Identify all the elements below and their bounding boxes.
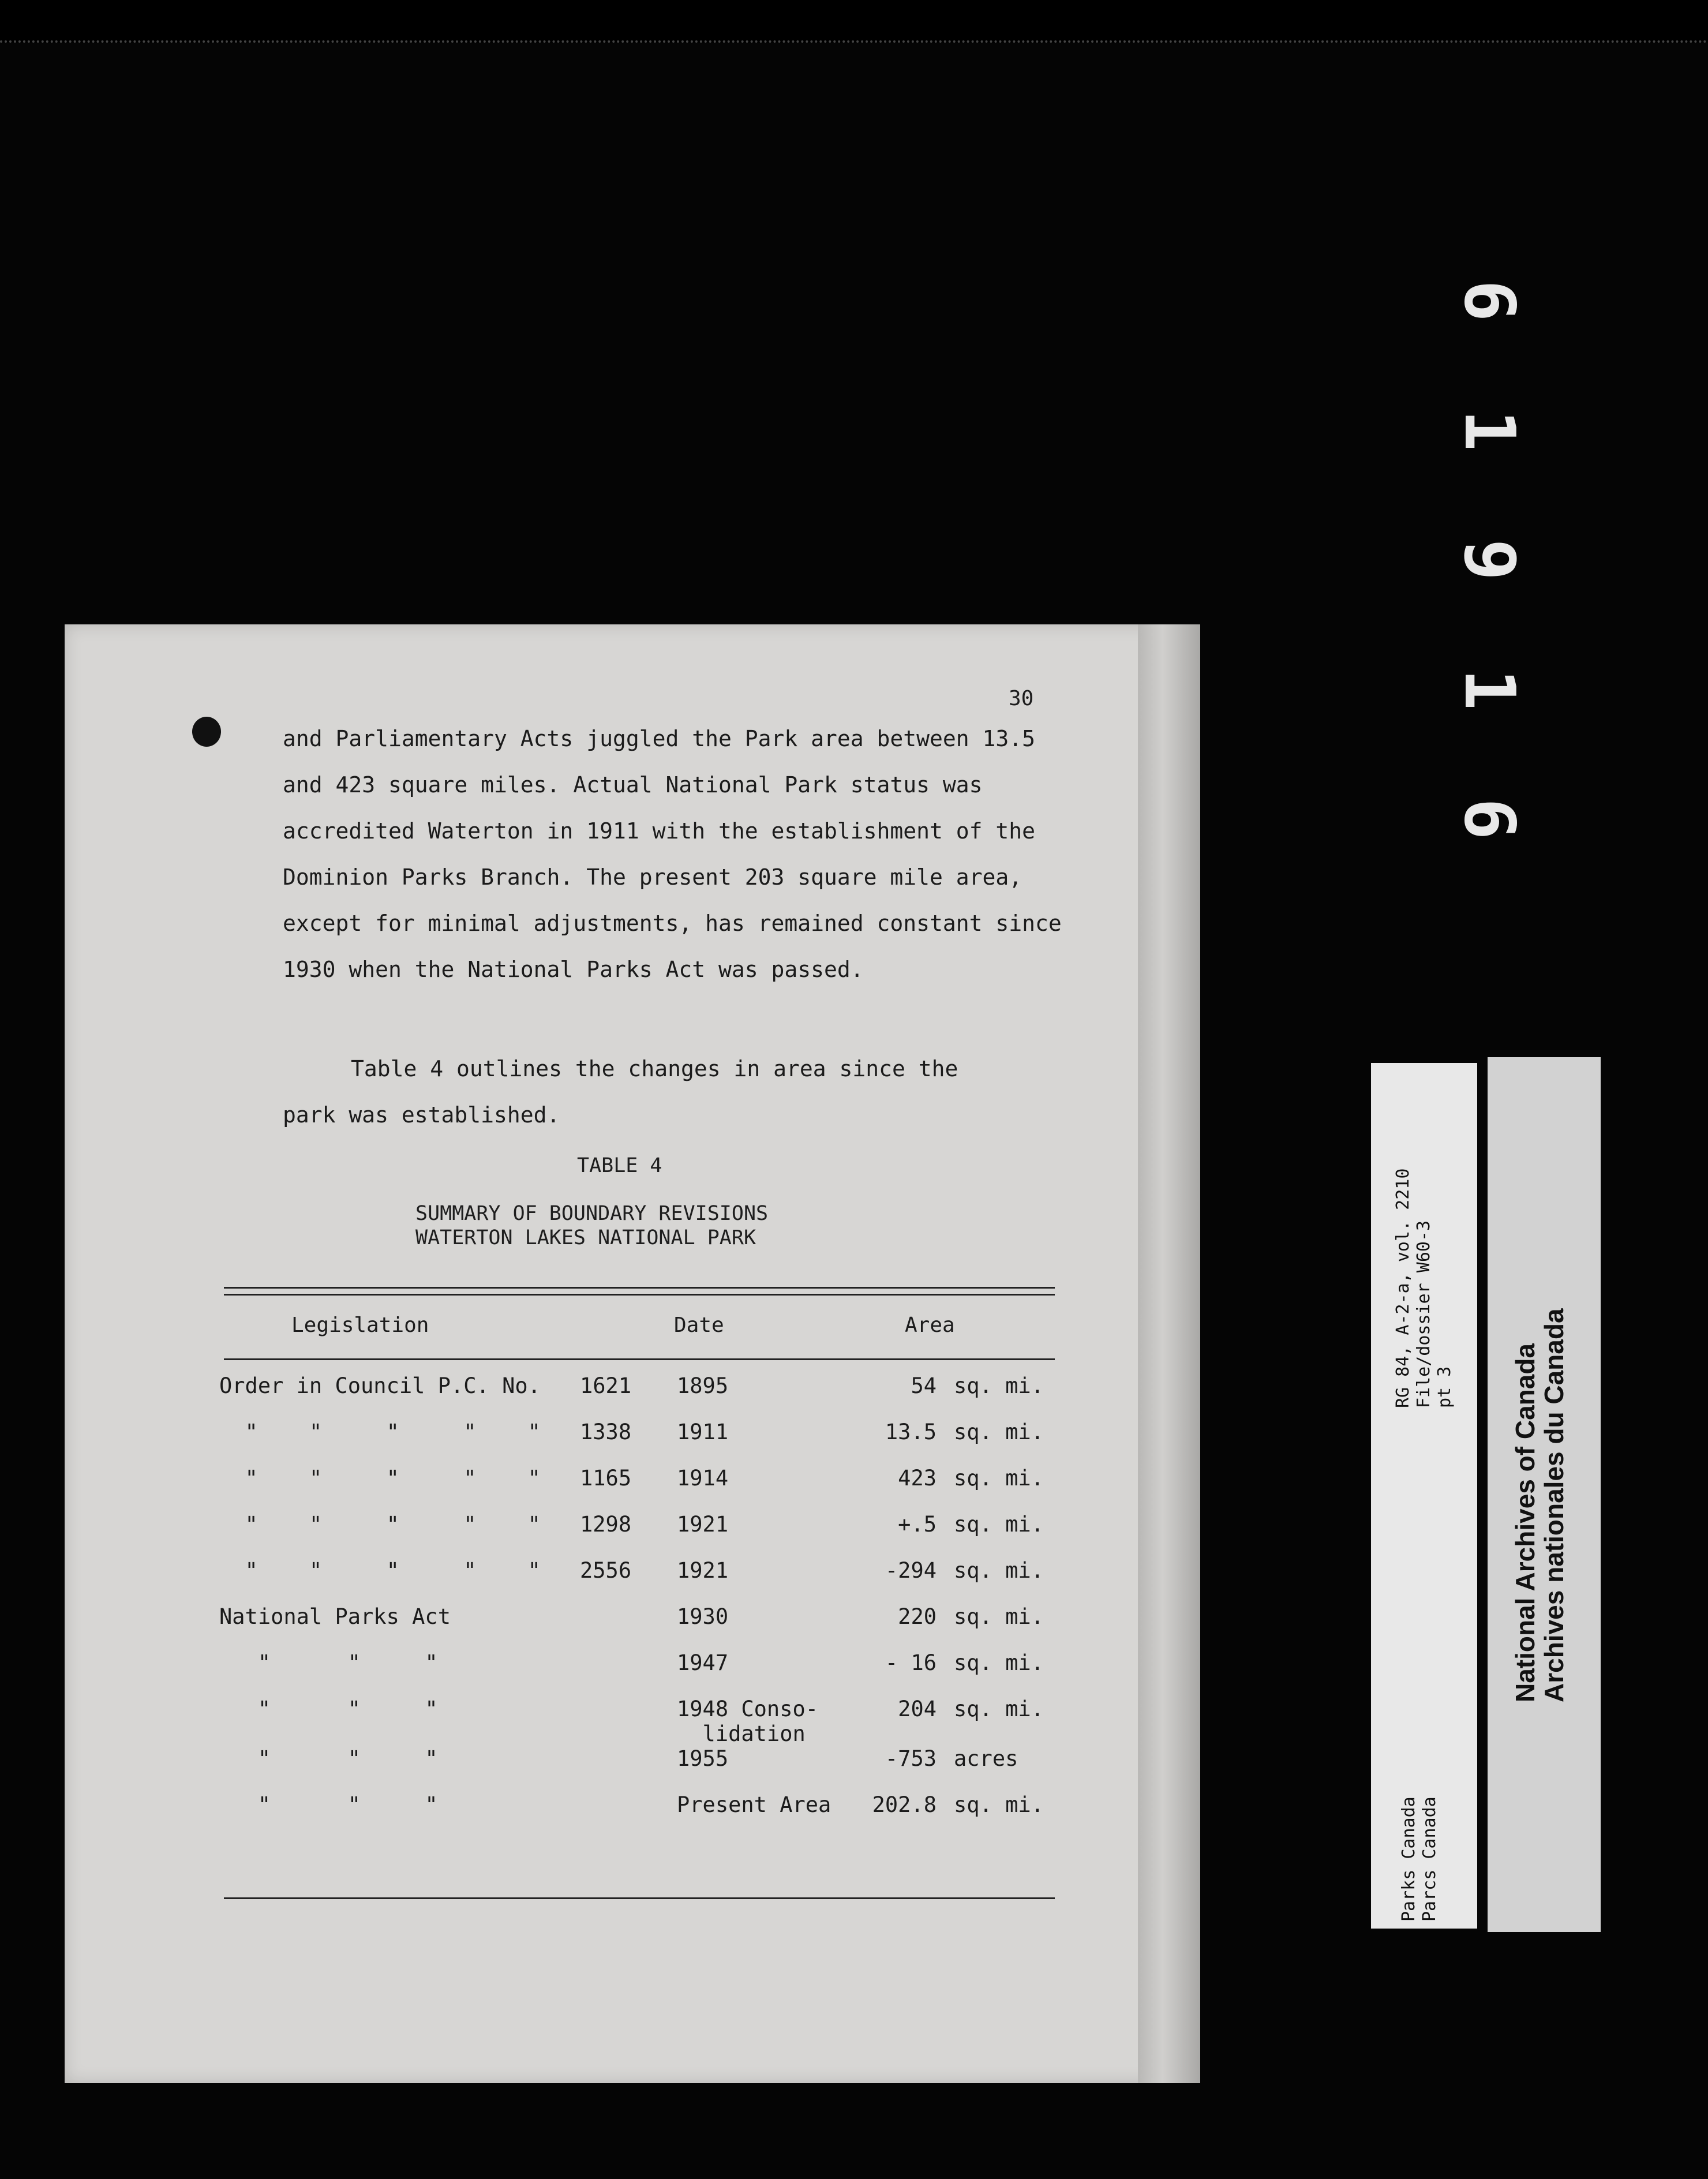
legislation-cell: " " " — [219, 1697, 438, 1721]
legislation-cell: " " " " " — [219, 1420, 541, 1444]
area-cell: 423 — [898, 1466, 937, 1491]
header-rule — [224, 1358, 1055, 1360]
table-row — [219, 1604, 1069, 1650]
order-number-cell — [580, 1792, 677, 1839]
header-date: Date — [674, 1313, 724, 1337]
area-cell: 13.5 — [885, 1420, 937, 1444]
date-cell: 1955 — [677, 1746, 729, 1771]
unit-cell: sq. mi. — [954, 1650, 1044, 1675]
legislation-cell: " " " — [219, 1650, 438, 1675]
table-row — [219, 1373, 1069, 1420]
order-number-cell: 1165 — [580, 1466, 632, 1491]
table-row — [219, 1558, 1069, 1604]
unit-cell: sq. mi. — [954, 1558, 1044, 1583]
order-number-cell: 1298 — [580, 1512, 632, 1537]
paragraph-2: Table 4 outlines the changes in area since the park was established. — [283, 1056, 958, 1128]
area-cell: -753 — [885, 1746, 937, 1771]
paragraph-1: and Parliamentary Acts juggled the Park area between 13.5 and 423 square miles. Actual National Park status was accredited Waterton in 1911 with the establishment of the Dominion Parks Branch. The present 203 square mile area, except for minimal adjustments, has remained constant since 1930 when the National Parks Act was passed. — [283, 726, 1062, 982]
area-cell: -294 — [885, 1558, 937, 1583]
table-title: TABLE 4 — [577, 1154, 662, 1177]
table-row — [219, 1466, 1069, 1512]
ink-blot — [192, 717, 221, 747]
header-area: Area — [905, 1313, 955, 1337]
order-number-cell — [580, 1650, 677, 1697]
reference-text: RG 84, A-2-a, vol. 2210 File/dossier W60-3 pt 3 — [1393, 1168, 1455, 1408]
unit-cell: acres — [954, 1746, 1018, 1771]
order-number-cell — [580, 1746, 677, 1792]
date-cell: 1895 — [677, 1373, 729, 1398]
national-archives-text: National Archives of Canada Archives nationales du Canada — [1510, 1308, 1569, 1702]
date-cell: 1921 — [677, 1512, 729, 1537]
header-legislation: Legislation — [291, 1313, 429, 1337]
legislation-cell: Order in Council P.C. No. — [219, 1373, 541, 1398]
table-row — [219, 1792, 1069, 1839]
date-cell: 1948 Conso- lidation — [677, 1697, 819, 1746]
page-number: 30 — [1009, 687, 1034, 710]
unit-cell: sq. mi. — [954, 1466, 1044, 1491]
table-bottom-rule — [224, 1897, 1055, 1899]
page-edge — [1138, 624, 1200, 2083]
unit-cell: sq. mi. — [954, 1512, 1044, 1537]
parks-canada-text: Parks Canada Parcs Canada — [1399, 1796, 1440, 1922]
frame-number: 6 1 9 1 6 — [1449, 279, 1529, 863]
table-top-rule — [224, 1287, 1055, 1296]
legislation-cell: National Parks Act — [219, 1604, 451, 1629]
legislation-cell: " " " " " — [219, 1512, 541, 1537]
area-cell: 202.8 — [872, 1792, 937, 1817]
area-cell: 54 — [911, 1373, 937, 1398]
legislation-cell: " " " — [219, 1792, 438, 1817]
legislation-cell: " " " " " — [219, 1558, 541, 1583]
boundary-revisions-table — [219, 1373, 1069, 1839]
date-cell: 1921 — [677, 1558, 729, 1583]
area-cell: - 16 — [885, 1650, 937, 1675]
unit-cell: sq. mi. — [954, 1604, 1044, 1629]
area-cell: 220 — [898, 1604, 937, 1629]
date-cell: 1947 — [677, 1650, 729, 1675]
order-number-cell — [580, 1697, 677, 1746]
table-row — [219, 1650, 1069, 1697]
order-number-cell — [580, 1604, 677, 1650]
unit-cell: sq. mi. — [954, 1420, 1044, 1444]
date-cell: 1914 — [677, 1466, 729, 1491]
table-subtitle-line-1: SUMMARY OF BOUNDARY REVISIONS — [415, 1202, 769, 1225]
unit-cell: sq. mi. — [954, 1697, 1044, 1721]
table-row — [219, 1420, 1069, 1466]
area-cell: +.5 — [898, 1512, 937, 1537]
order-number-cell: 1621 — [580, 1373, 632, 1398]
table-subtitle — [415, 1201, 768, 1250]
table-row — [219, 1746, 1069, 1792]
order-number-cell: 1338 — [580, 1420, 632, 1444]
table-row — [219, 1697, 1069, 1746]
legislation-cell: " " " " " — [219, 1466, 541, 1491]
date-cell: 1911 — [677, 1420, 729, 1444]
unit-cell: sq. mi. — [954, 1792, 1044, 1817]
film-edge — [0, 0, 1708, 43]
table-row — [219, 1512, 1069, 1558]
date-cell: 1930 — [677, 1604, 729, 1629]
date-cell: Present Area — [677, 1792, 831, 1817]
unit-cell: sq. mi. — [954, 1373, 1044, 1398]
legislation-cell: " " " — [219, 1746, 438, 1771]
area-cell: 204 — [898, 1697, 937, 1721]
table-subtitle-line-2: WATERTON LAKES NATIONAL PARK — [415, 1226, 756, 1249]
order-number-cell: 2556 — [580, 1558, 632, 1583]
